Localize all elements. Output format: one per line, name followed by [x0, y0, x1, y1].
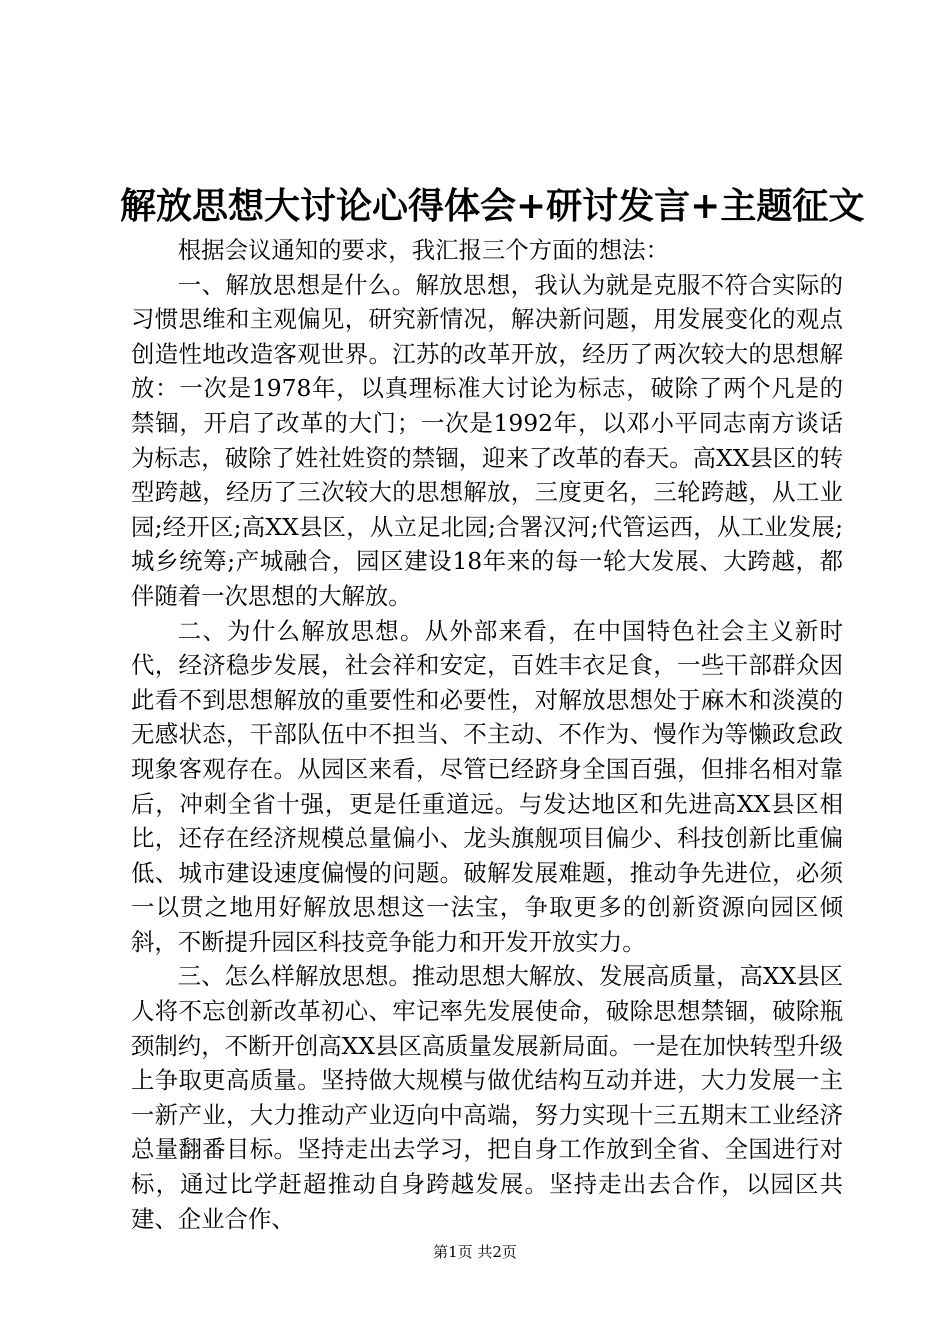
paragraph-section-3: 三、怎么样解放思想。推动思想大解放、发展高质量，高XX县区人将不忘创新改革初心、牢记率先发展使命，破除思想禁锢，破除瓶颈制约，不断开创高XX县区高质量发展新局面。一是在加快转型升级上争取更高质量。坚持做大规模与做优结构互动并进，大力发展一主一新产业，大力推动产业迈向中高端，努力实现十三五期末工业经济总量翻番目标。坚持走出去学习，把自身工作放到全省、全国进行对标，通过比学赶超推动自身跨越发展。坚持走出去合作，以园区共建、企业合作、 [131, 962, 843, 1233]
page-number-footer: 第1页 共2页 [433, 1243, 517, 1261]
document-body [131, 233, 843, 1236]
paragraph-intro: 根据会议通知的要求，我汇报三个方面的想法： [177, 236, 669, 264]
page-title: 解放思想大讨论心得体会+研讨发言+主题征文 [120, 185, 865, 227]
paragraph-section-2: 二、为什么解放思想。从外部来看，在中国特色社会主义新时代，经济稳步发展，社会祥和安定，百姓丰衣足食，一些干部群众因此看不到思想解放的重要性和必要性，对解放思想处于麻木和淡漠的无感状态，干部队伍中不担当、不主动、不作为、慢作为等懒政怠政现象客观存在。从园区来看，尽管已经跻身全国百强，但排名相对靠后，冲刺全省十强，更是任重道远。与发达地区和先进高XX县区相比，还存在经济规模总量偏小、龙头旗舰项目偏少、科技创新比重偏低、城市建设速度偏慢的问题。破解发展难题，推动争先进位，必须一以贯之地用好解放思想这一法宝，争取更多的创新资源向园区倾斜，不断提升园区科技竞争能力和开发开放实力。 [131, 616, 843, 956]
paragraph-section-1: 一、解放思想是什么。解放思想，我认为就是克服不符合实际的习惯思维和主观偏见，研究新情况，解决新问题，用发展变化的观点创造性地改造客观世界。江苏的改革开放，经历了两次较大的思想解放：一次是1978年，以真理标准大讨论为标志，破除了两个凡是的禁锢，开启了改革的大门；一次是1992年，以邓小平同志南方谈话为标志，破除了姓社姓资的禁锢，迎来了改革的春天。高XX县区的转型跨越，经历了三次较大的思想解放，三度更名，三轮跨越，从工业园;经开区;高XX县区，从立足北园;合署汉河;代管运西，从工业发展;城乡统筹;产城融合，园区建设18年来的每一轮大发展、大跨越，都伴随着一次思想的大解放。 [131, 270, 843, 610]
